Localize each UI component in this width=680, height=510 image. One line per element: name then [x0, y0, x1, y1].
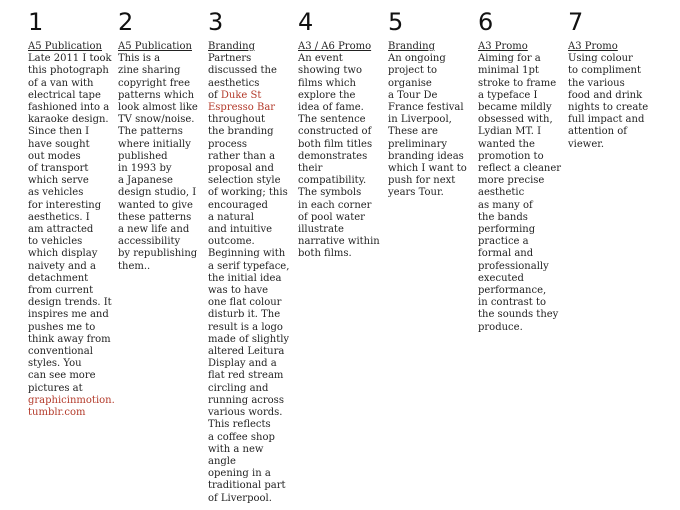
column-4: [298, 8, 384, 261]
category-label: A5 Publication: [28, 41, 102, 52]
category-label: A3 Promo: [568, 41, 618, 52]
description-text: This is a zine sharing copyright free patterns which look almost like TV snow/noise. The patterns where initially published in 1993 by a Japanese design studio, I wanted to give these patterns a new life and accessibility by republishing them..: [118, 53, 198, 272]
category-label: Branding: [388, 41, 435, 52]
column-6: [478, 8, 564, 334]
column-3: [208, 8, 294, 505]
category-label: Branding: [208, 41, 255, 52]
description-body-start: Partners discussed the aesthetics of: [208, 53, 277, 101]
description-text: [28, 53, 114, 419]
column-1: [28, 8, 114, 419]
column-5: [388, 8, 474, 200]
column-number: 7: [568, 8, 584, 36]
description-text: [208, 53, 294, 505]
category-label: A5 Publication: [118, 41, 192, 52]
column-number: 1: [28, 8, 44, 36]
category-label: A3 / A6 Promo: [298, 41, 372, 52]
espresso-bar-highlight: Duke St Espresso Bar: [208, 89, 276, 114]
column-number: 6: [478, 8, 494, 36]
column-number: 3: [208, 8, 224, 36]
tumblr-link[interactable]: graphicinmotion. tumblr.com: [28, 394, 115, 419]
column-number: 4: [298, 8, 314, 36]
column-number: 5: [388, 8, 404, 36]
description-text: Aiming for a minimal 1pt stroke to frame a typeface I became mildly obsessed with, Lydian MT. I wanted the promotion to reflect a cleaner more precise aesthetic as many of the bands performing practice a formal and professionally executed performance, in contrast to the sounds they produce.: [478, 53, 562, 333]
description-body-end: throughout the branding process rather than a proposal and selection style of working; this encouraged a natural and intuitive outcome. Beginning with a serif typeface, the initial idea was to have one flat colour disturb it. The result is a logo made of slightly altered Leitura Display and a flat red stream circling and running across various words. This reflects a coffee shop with a new angle opening in a traditional part of Liverpool.: [208, 114, 290, 504]
description-text: Using colour to compliment the various food and drink nights to create full impact and attention of viewer.: [568, 53, 649, 150]
column-7: [568, 8, 654, 151]
column-2: [118, 8, 204, 273]
description-body: Late 2011 I took this photograph of a van with electrical tape fashioned into a karaoke design. Since then I have sought out modes of transport which serve as vehicles for interesting aesthetics. I am attracted to vehicles which display naivety and a detachment from current design trends. It inspires me and pushes me to think away from conventional styles. You can see more pictures at: [28, 53, 112, 394]
description-text: An event showing two films which explore the idea of fame. The sentence constructed of both film titles demonstrates their compatibility. The symbols in each corner of pool water illustrate narrative within both films.: [298, 53, 380, 260]
description-text: An ongoing project to organise a Tour De France festival in Liverpool, These are preliminary branding ideas which I want to push for next years Tour.: [388, 53, 467, 199]
category-label: A3 Promo: [478, 41, 528, 52]
column-number: 2: [118, 8, 134, 36]
